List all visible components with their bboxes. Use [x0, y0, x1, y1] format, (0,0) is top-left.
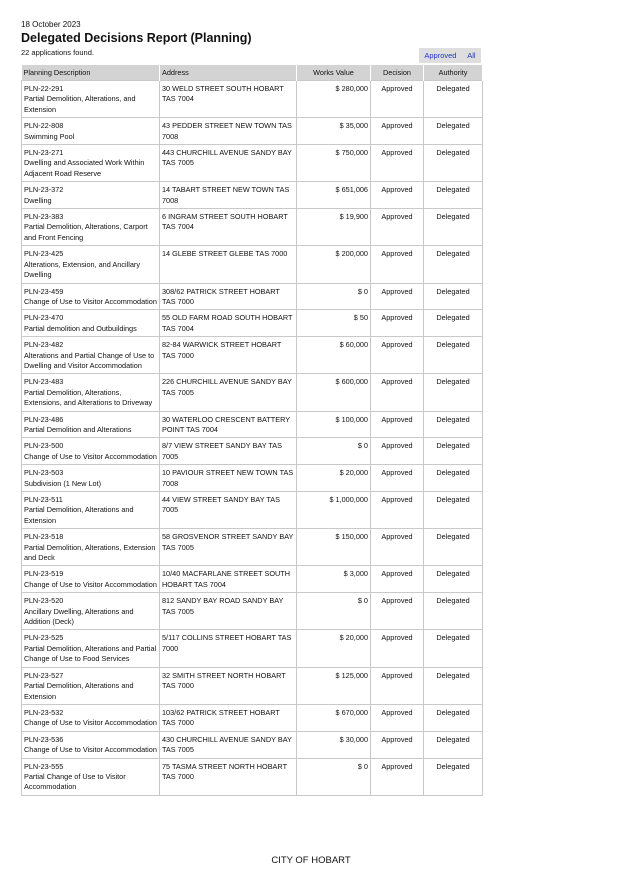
cell-description: [22, 758, 160, 795]
cell-decision: Approved: [371, 209, 424, 246]
cell-address: 14 GLEBE STREET GLEBE TAS 7000: [160, 246, 297, 283]
cell-decision: Approved: [371, 630, 424, 667]
cell-address: 812 SANDY BAY ROAD SANDY BAY TAS 7005: [160, 593, 297, 630]
application-id: PLN-23-520: [24, 596, 64, 606]
table-row: [22, 337, 483, 374]
cell-description: [22, 145, 160, 182]
application-description: Partial Demolition, Alterations and Extension: [24, 681, 134, 701]
cell-authority: Delegated: [424, 411, 483, 438]
cell-authority: Delegated: [424, 209, 483, 246]
cell-authority: Delegated: [424, 182, 483, 209]
cell-works-value: $ 20,000: [297, 465, 371, 492]
decisions-table: [21, 65, 483, 796]
cell-description: [22, 704, 160, 731]
cell-address: 430 CHURCHILL AVENUE SANDY BAY TAS 7005: [160, 731, 297, 758]
application-description: Partial Change of Use to Visitor Accommodation: [24, 771, 126, 792]
table-row: [22, 731, 483, 758]
application-id: PLN-23-555: [24, 761, 64, 771]
table-row: [22, 566, 483, 593]
cell-decision: Approved: [371, 118, 424, 145]
application-description: Partial Demolition, Alterations, Carport and Front Fencing: [24, 222, 148, 242]
application-id: PLN-22-291: [24, 84, 64, 93]
table-row: [22, 374, 483, 411]
cell-authority: Delegated: [424, 283, 483, 310]
application-id: PLN-23-532: [24, 707, 64, 717]
cell-description: [22, 374, 160, 411]
table-row: [22, 529, 483, 566]
cell-works-value: $ 30,000: [297, 731, 371, 758]
application-description: Change of Use to Visitor Accommodation: [24, 579, 157, 589]
cell-decision: Approved: [371, 566, 424, 593]
cell-address: 14 TABART STREET NEW TOWN TAS 7008: [160, 182, 297, 209]
cell-works-value: $ 0: [297, 593, 371, 630]
cell-description: [22, 283, 160, 310]
cell-works-value: $ 670,000: [297, 704, 371, 731]
application-id: PLN-23-271: [24, 148, 64, 158]
application-description: Change of Use to Visitor Accommodation: [24, 451, 157, 461]
cell-authority: Delegated: [424, 731, 483, 758]
cell-decision: Approved: [371, 667, 424, 704]
table-row: [22, 145, 483, 182]
cell-address: 82-84 WARWICK STREET HOBART TAS 7000: [160, 337, 297, 374]
table-row: [22, 182, 483, 209]
cell-address: 55 OLD FARM ROAD SOUTH HOBART TAS 7004: [160, 310, 297, 337]
cell-address: 58 GROSVENOR STREET SANDY BAY TAS 7005: [160, 529, 297, 566]
application-description: Partial Demolition, Alterations and Extension: [24, 505, 134, 525]
cell-authority: Delegated: [424, 438, 483, 465]
cell-authority: Delegated: [424, 630, 483, 667]
filter-all-link[interactable]: All: [467, 51, 476, 60]
application-id: PLN-23-425: [24, 249, 64, 259]
application-id: PLN-22-808: [24, 121, 64, 131]
result-count: 22 applications found.: [21, 48, 94, 57]
cell-decision: Approved: [371, 758, 424, 795]
cell-decision: Approved: [371, 81, 424, 118]
cell-address: 32 SMITH STREET NORTH HOBART TAS 7000: [160, 667, 297, 704]
cell-address: 43 PEDDER STREET NEW TOWN TAS 7008: [160, 118, 297, 145]
cell-address: 75 TASMA STREET NORTH HOBART TAS 7000: [160, 758, 297, 795]
application-id: PLN-23-372: [24, 185, 64, 195]
column-header-works-value: Works Value: [297, 65, 371, 81]
application-id: PLN-23-519: [24, 569, 64, 579]
column-header-description: Planning Description: [22, 65, 160, 81]
application-id: PLN-23-525: [24, 633, 64, 643]
table-row: [22, 593, 483, 630]
table-row: [22, 438, 483, 465]
cell-works-value: $ 280,000: [297, 81, 371, 118]
application-id: PLN-23-483: [24, 377, 64, 387]
application-description: Alterations, Extension, and Ancillary Dwelling: [24, 259, 141, 280]
column-header-decision: Decision: [371, 65, 424, 81]
table-row: [22, 283, 483, 310]
cell-authority: Delegated: [424, 529, 483, 566]
cell-works-value: $ 0: [297, 758, 371, 795]
table-row: [22, 667, 483, 704]
footer-council-name: CITY OF HOBART: [271, 855, 351, 866]
cell-authority: Delegated: [424, 145, 483, 182]
cell-works-value: $ 60,000: [297, 337, 371, 374]
application-description: Change of Use to Visitor Accommodation: [24, 718, 157, 728]
column-header-address: Address: [160, 65, 297, 81]
application-id: PLN-23-500: [24, 441, 64, 451]
cell-address: 8/7 VIEW STREET SANDY BAY TAS 7005: [160, 438, 297, 465]
cell-address: 10/40 MACFARLANE STREET SOUTH HOBART TAS 7004: [160, 566, 297, 593]
table-row: [22, 246, 483, 283]
cell-works-value: $ 651,006: [297, 182, 371, 209]
cell-address: 30 WELD STREET SOUTH HOBART TAS 7004: [160, 81, 297, 118]
cell-authority: Delegated: [424, 758, 483, 795]
cell-authority: Delegated: [424, 81, 483, 118]
cell-description: [22, 246, 160, 283]
application-description: Partial demolition and Outbuildings: [24, 323, 137, 333]
cell-address: 30 WATERLOO CRESCENT BATTERY POINT TAS 7004: [160, 411, 297, 438]
table-row: [22, 758, 483, 795]
application-description: Partial Demolition and Alterations: [24, 424, 132, 434]
cell-description: [22, 337, 160, 374]
cell-decision: Approved: [371, 411, 424, 438]
cell-description: [22, 81, 160, 118]
cell-works-value: $ 19,900: [297, 209, 371, 246]
cell-address: 308/62 PATRICK STREET HOBART TAS 7000: [160, 283, 297, 310]
application-description: Swimming Pool: [24, 131, 75, 141]
cell-description: [22, 118, 160, 145]
application-id: PLN-23-482: [24, 340, 64, 350]
cell-address: 103/62 PATRICK STREET HOBART TAS 7000: [160, 704, 297, 731]
cell-authority: Delegated: [424, 118, 483, 145]
cell-works-value: $ 0: [297, 438, 371, 465]
cell-works-value: $ 3,000: [297, 566, 371, 593]
application-description: Ancillary Dwelling, Alterations and Addition (Deck): [24, 606, 134, 627]
application-id: PLN-23-470: [24, 313, 64, 323]
cell-works-value: $ 150,000: [297, 529, 371, 566]
cell-works-value: $ 600,000: [297, 374, 371, 411]
cell-decision: Approved: [371, 145, 424, 182]
table-row: [22, 310, 483, 337]
cell-decision: Approved: [371, 438, 424, 465]
table-row: [22, 704, 483, 731]
cell-description: [22, 630, 160, 667]
cell-address: 226 CHURCHILL AVENUE SANDY BAY TAS 7005: [160, 374, 297, 411]
cell-description: [22, 492, 160, 529]
table-row: [22, 118, 483, 145]
cell-works-value: $ 0: [297, 283, 371, 310]
table-header-row: [22, 65, 483, 81]
application-description: Partial Demolition, Alterations, Extensions, and Alterations to Driveway: [24, 387, 153, 408]
table-row: [22, 492, 483, 529]
cell-authority: Delegated: [424, 310, 483, 337]
cell-description: [22, 465, 160, 492]
cell-authority: Delegated: [424, 337, 483, 374]
cell-decision: Approved: [371, 283, 424, 310]
table-row: [22, 465, 483, 492]
cell-address: 443 CHURCHILL AVENUE SANDY BAY TAS 7005: [160, 145, 297, 182]
filter-approved-link[interactable]: Approved: [424, 51, 457, 60]
application-id: PLN-23-503: [24, 468, 64, 478]
cell-address: 6 INGRAM STREET SOUTH HOBART TAS 7004: [160, 209, 297, 246]
application-id: PLN-23-511: [24, 495, 63, 504]
cell-address: 5/117 COLLINS STREET HOBART TAS 7000: [160, 630, 297, 667]
cell-description: [22, 209, 160, 246]
application-id: PLN-23-486: [24, 414, 64, 424]
cell-authority: Delegated: [424, 465, 483, 492]
table-row: [22, 630, 483, 667]
cell-decision: Approved: [371, 492, 424, 529]
filter-bar: [419, 48, 481, 63]
application-description: Partial Demolition, Alterations, and Extension: [24, 94, 136, 114]
cell-authority: Delegated: [424, 667, 483, 704]
cell-address: 44 VIEW STREET SANDY BAY TAS 7005: [160, 492, 297, 529]
cell-description: [22, 593, 160, 630]
cell-decision: Approved: [371, 182, 424, 209]
application-description: Change of Use to Visitor Accommodation: [24, 745, 157, 755]
application-id: PLN-23-383: [24, 212, 64, 222]
cell-works-value: $ 125,000: [297, 667, 371, 704]
cell-authority: Delegated: [424, 374, 483, 411]
application-description: Dwelling: [24, 195, 52, 205]
cell-description: [22, 411, 160, 438]
cell-authority: Delegated: [424, 566, 483, 593]
cell-decision: Approved: [371, 731, 424, 758]
cell-description: [22, 566, 160, 593]
application-description: Partial Demolition, Alterations and Partial Change of Use to Food Services: [24, 643, 157, 664]
application-id: PLN-23-527: [24, 670, 64, 680]
cell-description: [22, 310, 160, 337]
cell-works-value: $ 200,000: [297, 246, 371, 283]
application-description: Subdivision (1 New Lot): [24, 478, 102, 488]
page-title: Delegated Decisions Report (Planning): [21, 31, 252, 45]
cell-address: 10 PAVIOUR STREET NEW TOWN TAS 7008: [160, 465, 297, 492]
cell-authority: Delegated: [424, 492, 483, 529]
cell-works-value: $ 100,000: [297, 411, 371, 438]
cell-description: [22, 438, 160, 465]
cell-decision: Approved: [371, 310, 424, 337]
application-id: PLN-23-518: [24, 532, 64, 542]
cell-description: [22, 182, 160, 209]
cell-decision: Approved: [371, 529, 424, 566]
cell-works-value: $ 35,000: [297, 118, 371, 145]
report-date: 18 October 2023: [21, 20, 81, 29]
table-row: [22, 209, 483, 246]
cell-decision: Approved: [371, 374, 424, 411]
cell-decision: Approved: [371, 337, 424, 374]
application-id: PLN-23-536: [24, 734, 64, 744]
cell-works-value: $ 20,000: [297, 630, 371, 667]
application-description: Dwelling and Associated Work Within Adjacent Road Reserve: [24, 158, 145, 178]
column-header-authority: Authority: [424, 65, 483, 81]
cell-works-value: $ 750,000: [297, 145, 371, 182]
cell-authority: Delegated: [424, 704, 483, 731]
application-description: Alterations and Partial Change of Use to Dwelling and Visitor Accommodation: [24, 350, 155, 370]
cell-description: [22, 529, 160, 566]
cell-decision: Approved: [371, 593, 424, 630]
cell-description: [22, 667, 160, 704]
table-row: [22, 411, 483, 438]
table-row: [22, 81, 483, 118]
cell-authority: Delegated: [424, 246, 483, 283]
application-description: Change of Use to Visitor Accommodation: [24, 296, 157, 306]
cell-decision: Approved: [371, 246, 424, 283]
application-description: Partial Demolition, Alterations, Extension and Deck: [24, 542, 156, 563]
cell-decision: Approved: [371, 465, 424, 492]
cell-authority: Delegated: [424, 593, 483, 630]
cell-works-value: $ 1,000,000: [297, 492, 371, 529]
cell-works-value: $ 50: [297, 310, 371, 337]
cell-decision: Approved: [371, 704, 424, 731]
application-id: PLN-23-459: [24, 286, 64, 296]
cell-description: [22, 731, 160, 758]
